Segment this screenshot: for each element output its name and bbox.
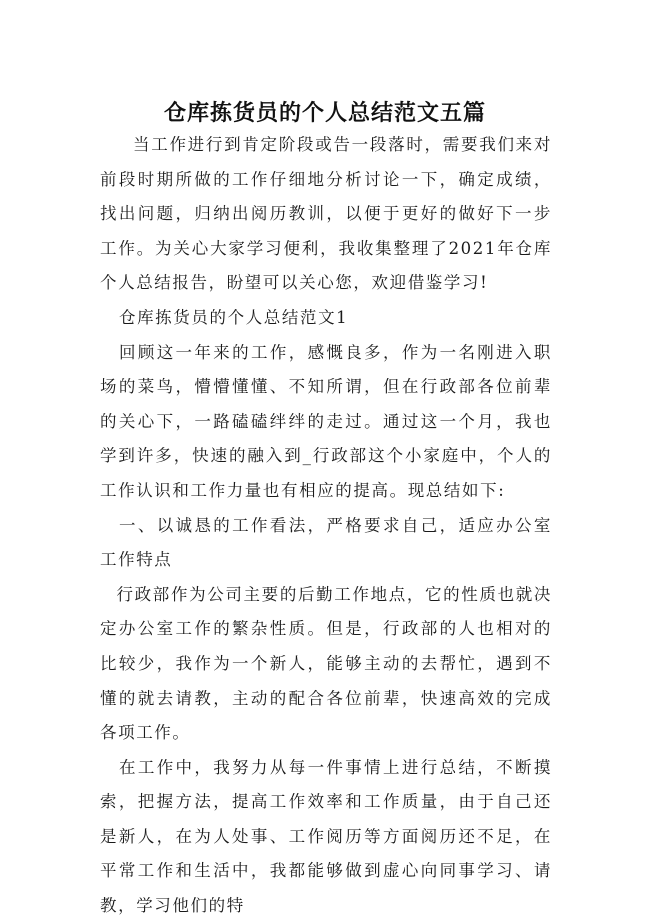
subheading-1: 一、以诚恳的工作看法，严格要求自己，适应办公室工作特点 (100, 515, 552, 570)
body-paragraph-3: 在工作中，我努力从每一件事情上进行总结，不断摸索，把握方法，提高工作效率和工作质量，由于自己还是新人，在为人处事、工作阅历等方面阅历还不足，在平常工作和生活中，我都能够做到虚心向同事学习、请教，学习他们的特 (100, 757, 552, 916)
document-body (100, 128, 552, 924)
section-heading-1: 仓库拣货员的个人总结范文1 (118, 307, 349, 327)
intro-paragraph: 当工作进行到肯定阶段或告一段落时，需要我们来对前段时期所做的工作仔细地分析讨论一下，确定成绩，找出问题，归纳出阅历教训，以便于更好的做好下一步工作。为关心大家学习便利，我收集整理了2021年仓库个人总结报告，盼望可以关心您，欢迎借鉴学习! (100, 135, 552, 293)
document-title: 仓库拣货员的个人总结范文五篇 (163, 100, 486, 126)
body-paragraph-2: 行政部作为公司主要的后勤工作地点，它的性质也就决定办公室工作的繁杂性质。但是，行政部的人也相对的比较少，我作为一个新人，能够主动的去帮忙，遇到不懂的就去请教，主动的配合各位前辈，快速高效的完成各项工作。 (100, 584, 552, 743)
body-paragraph-1: 回顾这一年来的工作，感慨良多，作为一名刚进入职场的菜鸟，懵懵懂懂、不知所谓，但在行政部各位前辈的关心下，一路磕磕绊绊的走过。通过这一个月，我也学到许多，快速的融入到_行政部这个小家庭中，个人的工作认识和工作力量也有相应的提高。现总结如下: (100, 342, 552, 500)
